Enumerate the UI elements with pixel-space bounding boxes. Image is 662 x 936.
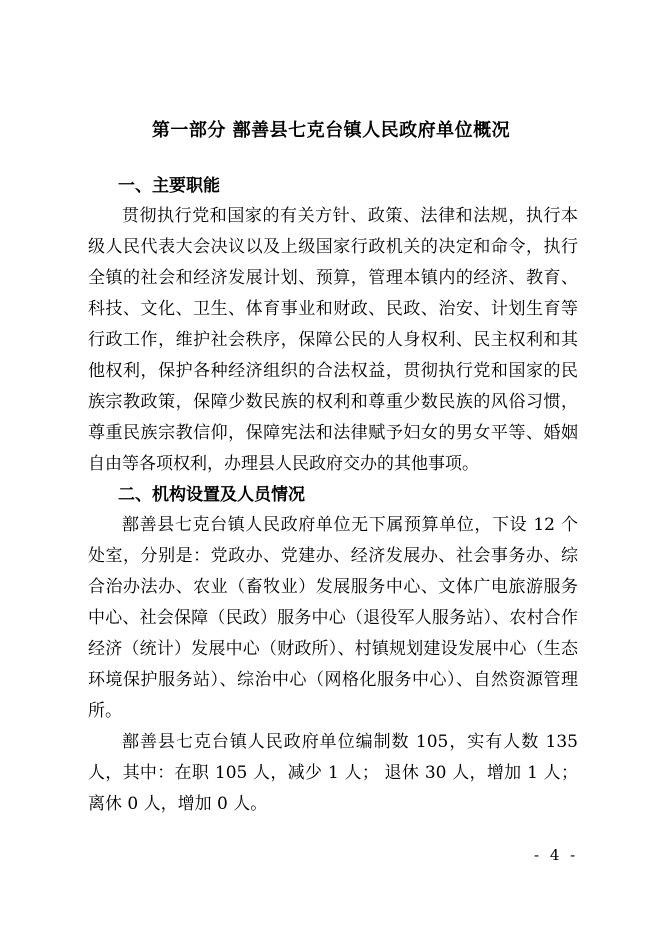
page-title: 第一部分 鄯善县七克台镇人民政府单位概况 — [151, 120, 511, 141]
section-heading-main-functions: 一、主要职能 — [118, 176, 220, 196]
main-functions-paragraph: 贯彻执行党和国家的有关方针、政策、法律和法规，执行本级人民代表大会决议以及上级国家行政机关的决定和命令，执行全镇的社会和经济发展计划、预算，管理本镇内的经济、教育、科技、文化、卫生、体育事业和财政、民政、治安、计划生育等行政工作，维护社会秩序，保障公民的人身权利、民主权利和其他权利，保护各种经济组织的合法权益，贯彻执行党和国家的民族宗教政策，保障少数民族的权利和尊重少数民族的风俗习惯，尊重民族宗教信仰，保障宪法和法律赋予妇女的男女平等、婚姻自由等各项权利，办理县人民政府交办的其他事项。 — [88, 206, 578, 474]
staff-paragraph: 鄯善县七克台镇人民政府单位编制数 105，实有人数 135 人，其中：在职 105 人，减少 1 人； 退休 30 人，增加 1 人；离休 0 人，增加 0 人。 — [88, 732, 578, 814]
section-heading-organization-staff: 二、机构设置及人员情况 — [118, 485, 305, 505]
page-number: - 4 - — [534, 846, 579, 864]
organization-paragraph: 鄯善县七克台镇人民政府单位无下属预算单位，下设 12 个处室，分别是：党政办、党建办、经济发展办、社会事务办、综合治办法办、农业（畜牧业）发展服务中心、文体广电旅游服务中心、社会保障（民政）服务中心（退役军人服务站）、农村合作经济（统计）发展中心（财政所）、村镇规划建设发展中心（生态环境保护服务站）、综治中心（网格化服务中心）、自然资源管理所。 — [88, 515, 578, 721]
